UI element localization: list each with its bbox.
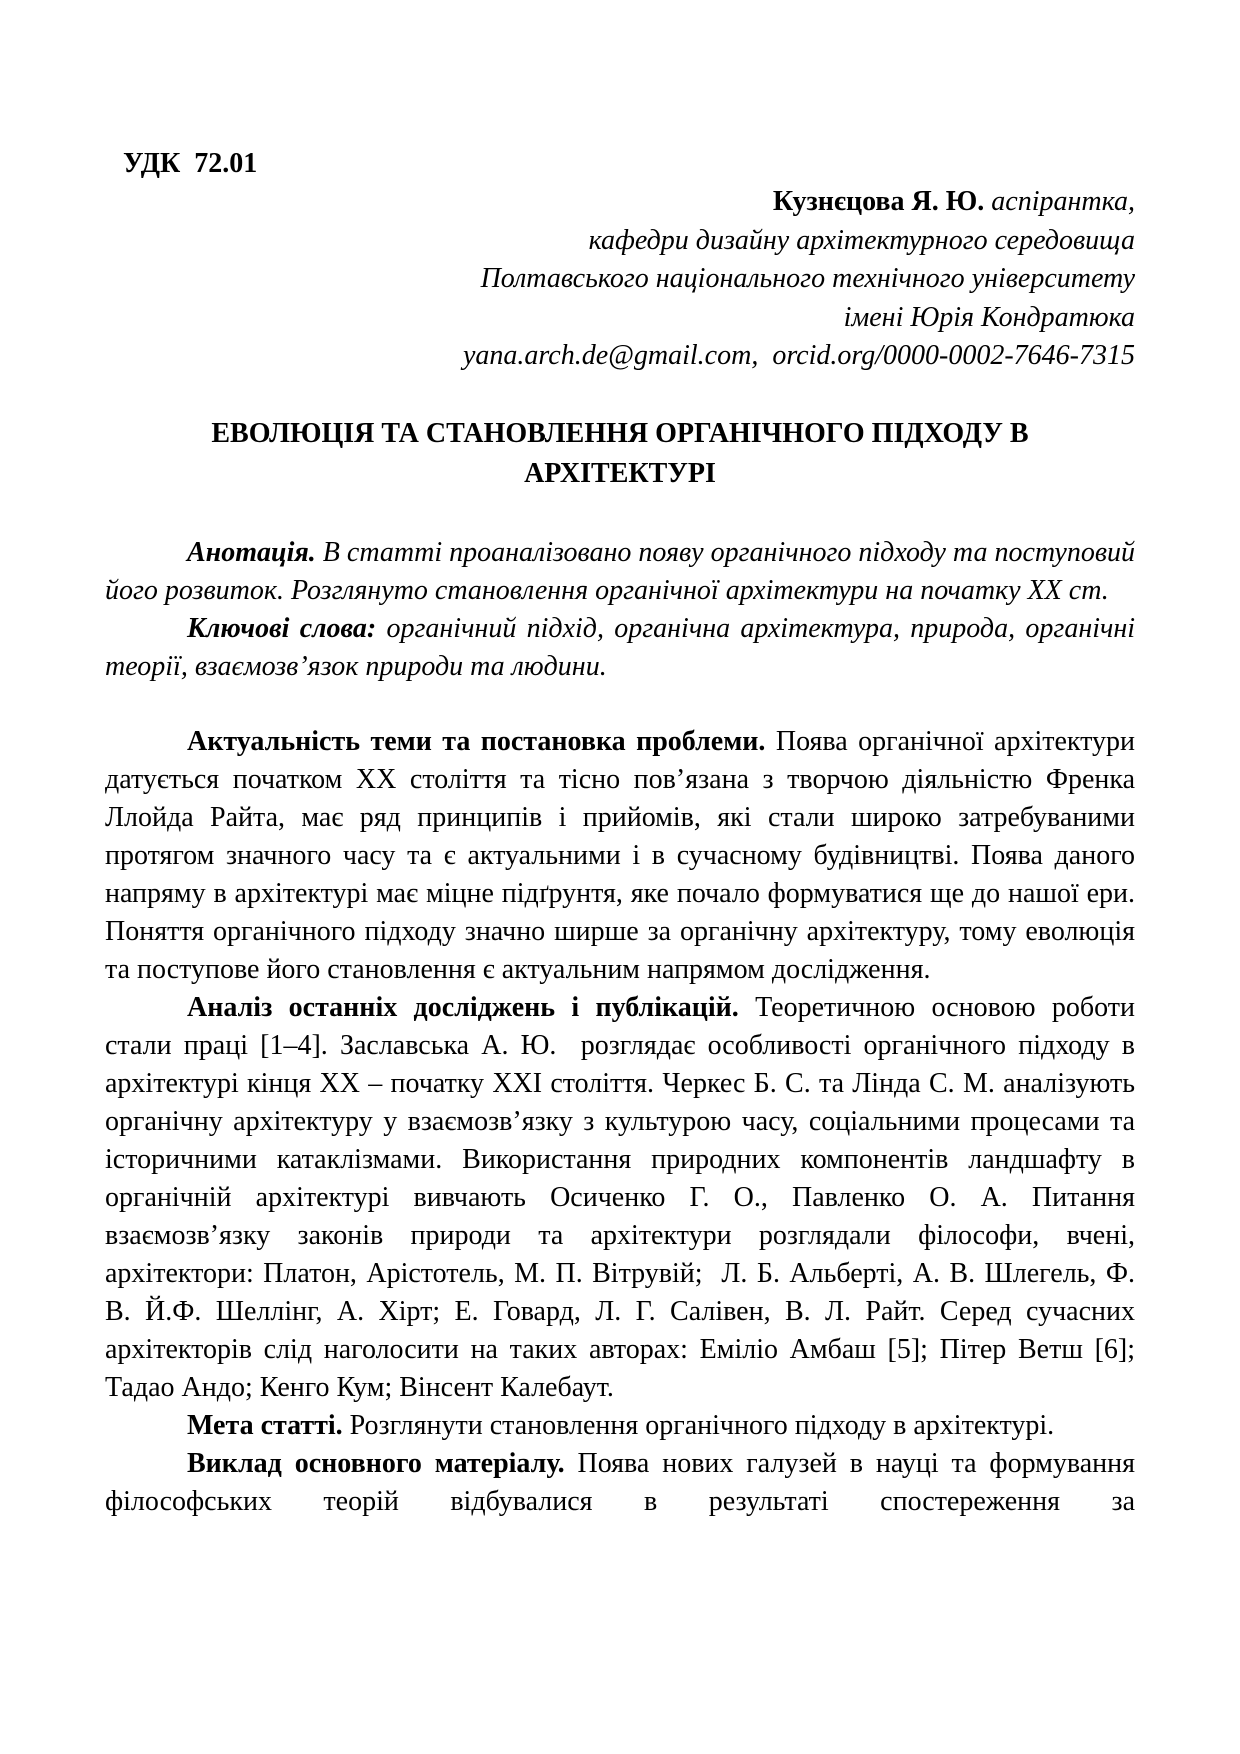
- abstract-label: Анотація.: [187, 536, 316, 568]
- section-text-analysis: Теоретичною основою роботи стали праці [1–4]. Заславська А. Ю. розглядає особливості органічного підходу в архітектурі кінця ХХ – початку ХХІ століття. Черкес Б. С. та Лінда С. М. аналізують органічну архітектуру у взаємозв’язку з культурою часу, соціальними процесами та історичними катаклізмами. Використання природних компонентів ландшафту в органічній архітектурі вивчають Осиченко Г. О., Павленко О. А. Питання взаємозв’язку законів природи та архітектури розглядали філософи, вчені, архітектори: Платон, Арістотель, М. П. Вітрувій; Л. Б. Альберті, А. В. Шлегель, Ф. В. Й.Ф. Шеллінг, А. Хірт; Е. Говард, Л. Г. Салівен, В. Л. Райт. Серед сучасних архітекторів слід наголосити на таких авторах: Еміліо Амбаш [5]; Пітер Ветш [6]; Тадао Андо; Кенго Кум; Вінсент Калебаут.: [105, 991, 1149, 1403]
- author-contact: yana.arch.de@gmail.com, orcid.org/0000-0002-7646-7315: [463, 340, 1135, 371]
- affiliation-line-2: Полтавського національного технічного університету: [480, 263, 1135, 294]
- abstract-block: [105, 534, 1143, 686]
- article-title: ЕВОЛЮЦІЯ ТА СТАНОВЛЕННЯ ОРГАНІЧНОГО ПІДХОДУ В АРХІТЕКТУРІ: [211, 417, 1029, 489]
- author-block: [105, 183, 1135, 376]
- section-lead-analysis: Аналіз останніх досліджень і публікацій.: [187, 991, 739, 1023]
- section-paragraph-analysis: [105, 989, 1149, 1407]
- author-name: Кузнєцова Я. Ю.: [772, 186, 985, 217]
- author-line: [105, 183, 1135, 222]
- section-lead-main-material: Виклад основного матеріалу.: [187, 1447, 565, 1479]
- article-body: [105, 723, 1149, 1521]
- section-lead-goal: Мета статті.: [187, 1409, 343, 1441]
- affiliation-line-3: імені Юрія Кондратюка: [843, 301, 1135, 333]
- section-paragraph-goal: [105, 1407, 1135, 1445]
- section-text-main-material: Поява нових галузей в науці та формування філософських теорій відбувалися в результаті спостереження за: [105, 1447, 1149, 1517]
- section-lead-relevance: Актуальність теми та постановка проблеми.: [187, 725, 766, 757]
- keywords-paragraph: [105, 610, 1143, 686]
- affiliation-line-1: кафедри дизайну архітектурного середовища: [588, 224, 1135, 256]
- section-text-goal: Розглянути становлення органічного підходу в архітектурі.: [349, 1409, 1055, 1441]
- abstract-text: В статті проаналізовано появу органічного підходу та поступовий його розвиток. Розглянуто становлення органічної архітектури на початку ХХ ст.: [105, 536, 1142, 606]
- section-paragraph-relevance: [105, 723, 1143, 989]
- author-role: аспірантка,: [991, 186, 1135, 217]
- keywords-text: органічний підхід, органічна архітектура, природа, органічні теорії, взаємозв’язок природи та людини.: [105, 612, 1143, 682]
- udc-code: УДК 72.01: [123, 148, 258, 179]
- keywords-label: Ключові слова:: [187, 612, 377, 644]
- abstract-paragraph: [105, 534, 1142, 610]
- section-text-relevance: Поява органічної архітектури датується початком ХХ століття та тісно пов’язана з творчою діяльністю Френка Ллойда Райта, має ряд принципів і прийомів, які стали широко затребуваними протягом значного часу та є актуальними і в сучасному будівництві. Поява даного напряму в архітектурі має міцне підґрунтя, яке почало формуватися ще до нашої ери. Поняття органічного підходу значно ширше за органічну архітектуру, тому еволюція та поступове його становлення є актуальним напрямом дослідження.: [105, 725, 1143, 985]
- section-paragraph-main-material: [105, 1445, 1149, 1521]
